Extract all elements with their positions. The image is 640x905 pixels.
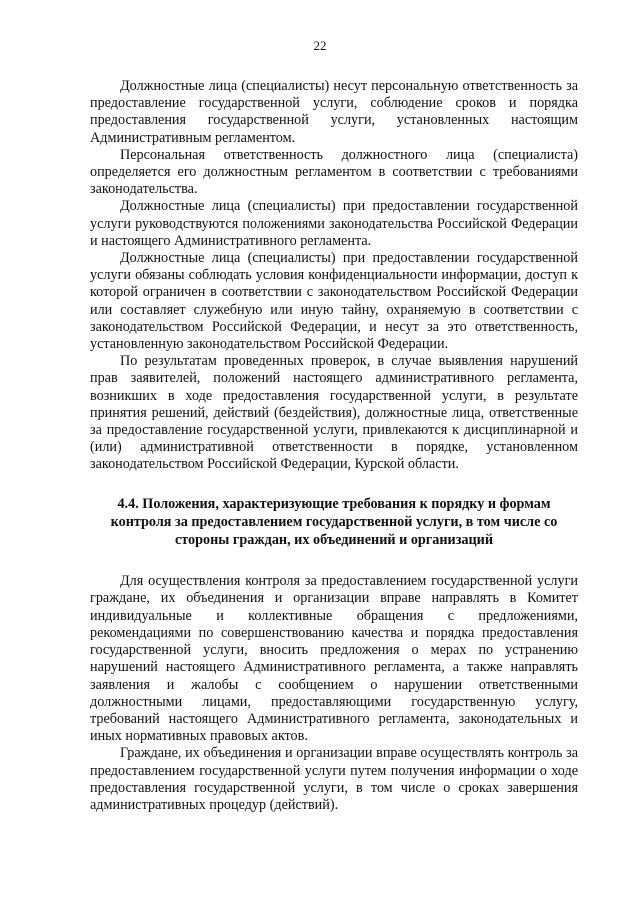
page-number: 22 — [313, 38, 327, 53]
paragraph-official-responsibility: Должностные лица (специалисты) несут персональную ответственность за предоставление государственной услуги, соблюдение сроков и порядка предоставления государственной услуги, установленных настоящим Административным регламентом. — [90, 78, 578, 146]
page-content — [90, 78, 578, 814]
paragraph-personal-responsibility: Персональная ответственность должностного лица (специалиста) определяется его должностным регламентом в соответствии с требованиями законодательства. — [90, 146, 578, 198]
paragraph-citizen-appeals: Для осуществления контроля за предоставлением государственной услуги граждане, их объединения и организации вправе направлять в Комитет индивидуальные и коллективные обращения с предложениями, рекомендациями по совершенствованию качества и порядка предоставления государственной услуги, вносить предложения о мерах по устранению нарушений настоящего Административного регламента, а также направлять заявления и жалобы с сообщением о нарушении ответственными должностными лицами, предоставляющими государственную услугу, требований настоящего Административного регламента, законодательных и иных нормативных правовых актов. — [90, 573, 578, 745]
section-heading: 4.4. Положения, характеризующие требования к порядку и формам контроля за предоставлением государственной услуги, в том числе со стороны граждан, их объединений и организаций — [110, 495, 558, 549]
paragraph-inspection-results: По результатам проведенных проверок, в случае выявления нарушений прав заявителей, положений настоящего административного регламента, возникших в ходе предоставления государственной услуги, в результате принятия решений, действий (бездействия), должностные лица, ответственные за предоставление государственной услуги, привлекаются к дисциплинарной и (или) административной ответственности в порядке, установленном законодательством Российской Федерации, Курской области. — [90, 353, 578, 473]
paragraph-citizen-control: Граждане, их объединения и организации вправе осуществлять контроль за предоставлением государственной услуги путем получения информации о ходе предоставления государственной услуги, в том числе о сроках завершения административных процедур (действий). — [90, 745, 578, 813]
paragraph-legislation-guidance: Должностные лица (специалисты) при предоставлении государственной услуги руководствуются положениями законодательства Российской Федерации и настоящего Административного регламента. — [90, 198, 578, 249]
paragraph-confidentiality: Должностные лица (специалисты) при предоставлении государственной услуги обязаны соблюдать условия конфиденциальности информации, доступ к которой ограничен в соответствии с законодательством Российской Федерации или составляет служебную или иную тайну, охраняемую в соответствии с законодательством Российской Федерации, и несут за это ответственность, установленную законодательством Российской Федерации. — [90, 250, 578, 353]
